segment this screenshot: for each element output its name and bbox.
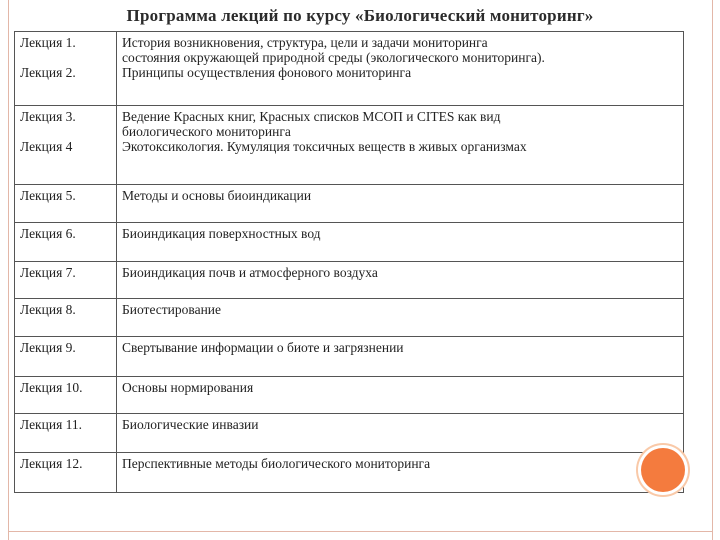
slide-frame-left <box>8 0 9 540</box>
lecture-number: Лекция 8. <box>20 302 76 317</box>
lecture-topic-cell <box>117 453 684 493</box>
lecture-topic: Ведение Красных книг, Красных списков МСОП и CITES как вид <box>122 109 501 124</box>
table-row <box>15 453 684 493</box>
orange-circle-decoration <box>641 448 685 492</box>
slide-frame-bottom <box>8 531 713 532</box>
lecture-number-cell <box>15 262 117 299</box>
lecture-number: Лекция 6. <box>20 226 76 241</box>
lecture-topic-cell <box>117 223 684 262</box>
lecture-topic: Биотестирование <box>122 302 222 317</box>
lecture-topic: состояния окружающей природной среды (экологического мониторинга). <box>122 50 545 65</box>
lecture-number-cell <box>15 414 117 453</box>
lecture-topic: Методы и основы биоиндикации <box>122 188 312 203</box>
lecture-topic: Биоиндикация поверхностных вод <box>122 226 321 241</box>
lecture-topic-cell <box>117 32 684 106</box>
lecture-number-cell <box>15 106 117 185</box>
lecture-number: Лекция 5. <box>20 188 76 203</box>
table-row <box>15 106 684 185</box>
table-row <box>15 337 684 377</box>
table-row <box>15 299 684 337</box>
lecture-number: Лекция 9. <box>20 340 76 355</box>
lecture-topic-cell <box>117 299 684 337</box>
lecture-number-cell <box>15 377 117 414</box>
lecture-number <box>20 124 111 139</box>
lecture-number-cell <box>15 453 117 493</box>
lecture-topic: Экотоксикология. Кумуляция токсичных веществ в живых организмах <box>122 139 527 154</box>
lecture-topic: Основы нормирования <box>122 380 254 395</box>
lecture-topic-cell <box>117 262 684 299</box>
lecture-number: Лекция 3. <box>20 109 76 124</box>
lecture-topic: Биоиндикация почв и атмосферного воздуха <box>122 265 378 280</box>
lecture-topic-cell <box>117 337 684 377</box>
lecture-topic-cell <box>117 185 684 223</box>
lecture-number-cell <box>15 337 117 377</box>
lecture-topic: Принципы осуществления фонового мониторинга <box>122 65 412 80</box>
lecture-number <box>20 50 111 65</box>
table-row <box>15 377 684 414</box>
lecture-number-cell <box>15 299 117 337</box>
lecture-number: Лекция 4 <box>20 139 73 154</box>
lecture-table-body <box>15 32 684 493</box>
page-title: Программа лекций по курсу «Биологический мониторинг» <box>126 6 594 25</box>
lecture-number-cell <box>15 185 117 223</box>
lecture-topic-cell <box>117 106 684 185</box>
lecture-topic: Свертывание информации о биоте и загрязнении <box>122 340 404 355</box>
table-row <box>15 414 684 453</box>
lecture-topic: История возникновения, структура, цели и задачи мониторинга <box>122 35 488 50</box>
table-row <box>15 185 684 223</box>
lecture-topic: Перспективные методы биологического мониторинга <box>122 456 431 471</box>
lecture-number: Лекция 2. <box>20 65 76 80</box>
lecture-number-cell <box>15 32 117 106</box>
table-row <box>15 262 684 299</box>
lecture-topic-cell <box>117 414 684 453</box>
lecture-number: Лекция 1. <box>20 35 76 50</box>
lecture-number: Лекция 10. <box>20 380 83 395</box>
lecture-number: Лекция 7. <box>20 265 76 280</box>
lecture-number: Лекция 12. <box>20 456 83 471</box>
lecture-topic: Биологические инвазии <box>122 417 259 432</box>
slide-frame-right <box>712 0 713 540</box>
lecture-number: Лекция 11. <box>20 417 83 432</box>
table-row <box>15 32 684 106</box>
lecture-number-cell <box>15 223 117 262</box>
table-row <box>15 223 684 262</box>
lecture-table <box>14 31 684 493</box>
lecture-topic-cell <box>117 377 684 414</box>
lecture-topic: биологического мониторинга <box>122 124 291 139</box>
